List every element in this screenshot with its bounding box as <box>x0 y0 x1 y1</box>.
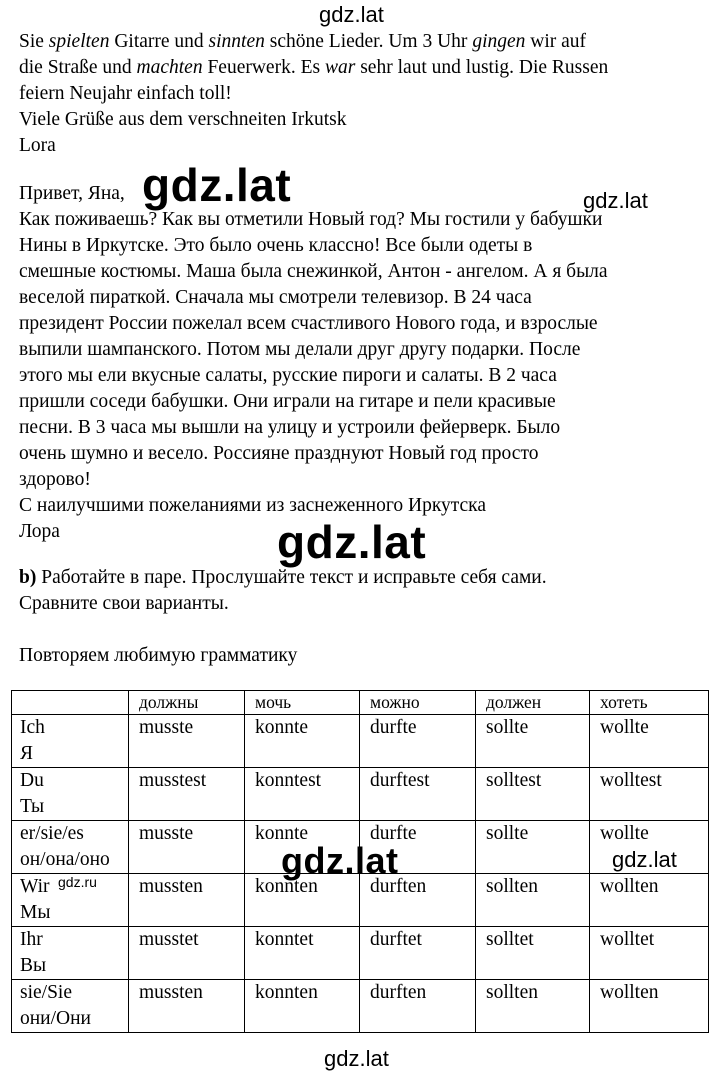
table-header-cell: мочь <box>245 691 360 715</box>
verb-cell: solltet <box>476 927 590 980</box>
grammar-heading: Повторяем любимую грамматику <box>19 645 298 666</box>
pronoun-cell: Wir Мы <box>12 874 129 927</box>
verb-cell: durften <box>360 874 476 927</box>
watermark-big: gdz.lat <box>142 159 292 211</box>
watermark-big: gdz.lat <box>281 840 399 881</box>
russian-line: веселой пираткой. Сначала мы смотрели телевизор. В 24 часа <box>19 287 532 308</box>
verb-cell: konnte <box>245 715 360 768</box>
verb-cell: musste <box>129 821 245 874</box>
verb-cell: konntest <box>245 768 360 821</box>
verb-cell: sollten <box>476 874 590 927</box>
russian-line: песни. В 3 часа мы вышли на улицу и устроили фейерверк. Было <box>19 417 561 438</box>
watermark-top: gdz.lat <box>319 2 384 27</box>
table-header-cell: должны <box>129 691 245 715</box>
russian-line: этого мы ели вкусные салаты, русские пироги и салаты. В 2 часа <box>19 365 557 386</box>
watermark-right: gdz.lat <box>583 188 648 213</box>
verb-cell: solltest <box>476 768 590 821</box>
verb-cell: wollte <box>590 821 709 874</box>
task-b <box>19 565 709 617</box>
verb-cell: mussten <box>129 874 245 927</box>
verb-cell: durfte <box>360 715 476 768</box>
watermark-small: gdz.ru <box>58 874 97 890</box>
verb-cell: mussten <box>129 980 245 1033</box>
russian-line: пришли соседи бабушки. Они играли на гитаре и пели красивые <box>19 391 556 412</box>
verb-cell: musste <box>129 715 245 768</box>
german-line-4: Viele Grüße aus dem verschneiten Irkutsk <box>19 109 347 130</box>
russian-line: Нины в Иркутске. Это было очень классно! Все были одеты в <box>19 235 533 256</box>
russian-line: Как поживаешь? Как вы отметили Новый год? Мы гостили у бабушки <box>19 209 603 230</box>
table-header-cell <box>12 691 129 715</box>
verb-cell: sollte <box>476 715 590 768</box>
verb-cell: wolltest <box>590 768 709 821</box>
verb-cell: wollten <box>590 980 709 1033</box>
german-letter <box>19 29 709 159</box>
watermark-big: gdz.lat <box>277 516 427 568</box>
verb-cell: wollte <box>590 715 709 768</box>
table-header-cell: хотеть <box>590 691 709 715</box>
verb-cell: konnte <box>245 821 360 874</box>
table-row <box>12 927 709 980</box>
verb-cell: konnten <box>245 980 360 1033</box>
verb-cell: sollten <box>476 980 590 1033</box>
pronoun-cell: sie/Sie они/Они <box>12 980 129 1033</box>
table-header-cell: должен <box>476 691 590 715</box>
german-line-5: Lora <box>19 135 56 156</box>
verb-cell: durften <box>360 980 476 1033</box>
russian-line: выпили шампанского. Потом мы делали друг другу подарки. После <box>19 339 581 360</box>
table-header-cell: можно <box>360 691 476 715</box>
verb-cell: konntet <box>245 927 360 980</box>
watermark-right: gdz.lat <box>612 847 677 872</box>
german-line-3: feiern Neujahr einfach toll! <box>19 83 232 104</box>
verb-cell: durftet <box>360 927 476 980</box>
pronoun-cell: Ich Я <box>12 715 129 768</box>
pronoun-cell: Ihr Вы <box>12 927 129 980</box>
pronoun-cell: er/sie/es он/она/оно <box>12 821 129 874</box>
russian-line: С наилучшими пожеланиями из заснеженного Иркутска <box>19 495 487 516</box>
russian-line: очень шумно и весело. Россияне празднуют Новый год просто <box>19 443 539 464</box>
russian-line: Привет, Яна, <box>19 183 125 204</box>
verb-cell: konnten <box>245 874 360 927</box>
russian-line: Лора <box>19 521 60 542</box>
table-row <box>12 768 709 821</box>
russian-line: смешные костюмы. Маша была снежинкой, Антон - ангелом. А я была <box>19 261 608 282</box>
table-row <box>12 980 709 1033</box>
verb-cell: durftest <box>360 768 476 821</box>
verb-cell: wollten <box>590 874 709 927</box>
german-line-2: die Straße und machten Feuerwerk. Es war sehr laut und lustig. Die Russen <box>19 57 609 78</box>
task-b-label: b) <box>19 567 37 588</box>
table-header-row <box>12 691 709 715</box>
german-line-1: Sie spielten Gitarre und sinnten schöne Lieder. Um 3 Uhr gingen wir auf <box>19 31 587 52</box>
verb-cell: sollte <box>476 821 590 874</box>
russian-line: президент России пожелал всем счастливого Нового года, и взрослые <box>19 313 598 334</box>
task-b-line-1: b) Работайте в паре. Прослушайте текст и исправьте себя сами. <box>19 567 547 588</box>
watermark-bottom: gdz.lat <box>324 1046 389 1071</box>
verb-cell: durfte <box>360 821 476 874</box>
task-b-line-2: Сравните свои варианты. <box>19 593 229 614</box>
pronoun-cell: Du Ты <box>12 768 129 821</box>
russian-line: здорово! <box>19 469 91 490</box>
table-row <box>12 715 709 768</box>
russian-letter <box>19 181 709 545</box>
verb-cell: musstest <box>129 768 245 821</box>
verb-cell: wolltet <box>590 927 709 980</box>
verb-cell: musstet <box>129 927 245 980</box>
